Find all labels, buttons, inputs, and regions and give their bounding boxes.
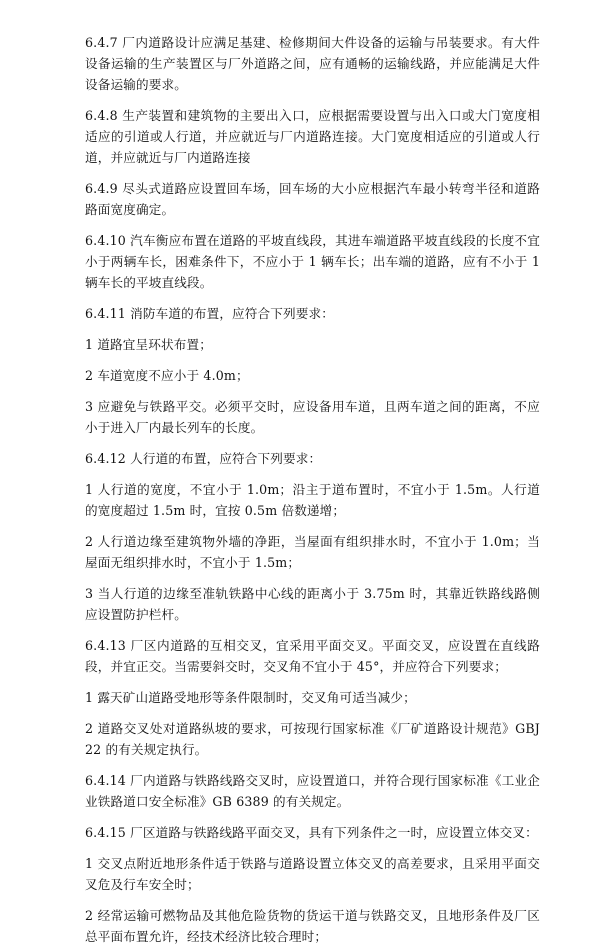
clause-6-4-7: 6.4.7 厂内道路设计应满足基建、检修期间大件设备的运输与吊装要求。有大件设备运输的生产装置区与厂外道路之间，应有通畅的运输线路，并应能满足大件设备运输的要求。 <box>85 35 540 92</box>
clause-6-4-15-item-2: 2 经常运输可燃物品及其他危险货物的货运干道与铁路交叉，且地形条件及厂区总平面布置允许，经技术经济比较合理时； <box>85 908 540 944</box>
clause-6-4-9: 6.4.9 尽头式道路应设置回车场，回车场的大小应根据汽车最小转弯半径和道路路面宽度确定。 <box>85 181 540 217</box>
clause-6-4-11: 6.4.11 消防车道的布置，应符合下列要求： <box>85 306 335 321</box>
clause-6-4-12-item-1: 1 人行道的宽度，不宜小于 1.0m；沿主于道布置时，不宜小于 1.5m。人行道的宽度超过 1.5m 时，宜按 0.5m 倍数递增； <box>85 482 540 518</box>
clause-6-4-13: 6.4.13 厂区内道路的互相交叉，宜采用平面交叉。平面交叉，应设置在直线路段，并宜正交。当需要斜交时，交叉角不宜小于 45°，并应符合下列要求； <box>85 638 540 674</box>
clause-6-4-14: 6.4.14 厂内道路与铁路线路交叉时，应设置道口，并符合现行国家标准《工业企业铁路道口安全标准》GB 6389 的有关规定。 <box>85 773 540 809</box>
clause-6-4-13-item-1: 1 露天矿山道路受地形等条件限制时，交叉角可适当减少； <box>85 690 416 705</box>
clause-6-4-15: 6.4.15 厂区道路与铁路线路平面交叉，具有下列条件之一时，应设置立体交叉： <box>85 825 538 840</box>
clause-6-4-12: 6.4.12 人行道的布置，应符合下列要求： <box>85 451 322 466</box>
clause-6-4-10: 6.4.10 汽车衡应布置在道路的平坡直线段，其进车端道路平坡直线段的长度不宜小于两辆车长，困难条件下，不应小于 1 辆车长；出车端的道路，应有不小于 1 辆车长的平坡直线段。 <box>85 233 540 290</box>
clause-6-4-12-item-2: 2 人行道边缘至建筑物外墙的净距，当屋面有组织排水时，不宜小于 1.0m；当屋面无组织排水时，不宜小于 1.5m； <box>85 534 540 570</box>
clause-6-4-11-item-2: 2 车道宽度不应小于 4.0m； <box>85 368 249 383</box>
clause-6-4-12-item-3: 3 当人行道的边缘至准轨铁路中心线的距离小于 3.75m 时，其靠近铁路线路侧应设置防护栏杆。 <box>85 586 540 622</box>
clause-6-4-11-item-1: 1 道路宜呈环状布置； <box>85 337 213 352</box>
clause-6-4-8: 6.4.8 生产装置和建筑物的主要出入口，应根据需要设置与出入口或大门宽度相适应的引道或人行道，并应就近与厂内道路连接。大门宽度相适应的引道或人行道，并应就近与厂内道路连接 <box>85 108 540 165</box>
clause-6-4-11-item-3: 3 应避免与铁路平交。必须平交时，应设备用车道，且两车道之间的距离，不应小于进入厂内最长列车的长度。 <box>85 399 540 435</box>
clause-6-4-13-item-2: 2 道路交叉处对道路纵坡的要求，可按现行国家标准《厂矿道路设计规范》GBJ 22 的有关规定执行。 <box>85 721 540 757</box>
clause-6-4-15-item-1: 1 交叉点附近地形条件适于铁路与道路设置立体交叉的高差要求，且采用平面交叉危及行车安全时； <box>85 856 540 892</box>
